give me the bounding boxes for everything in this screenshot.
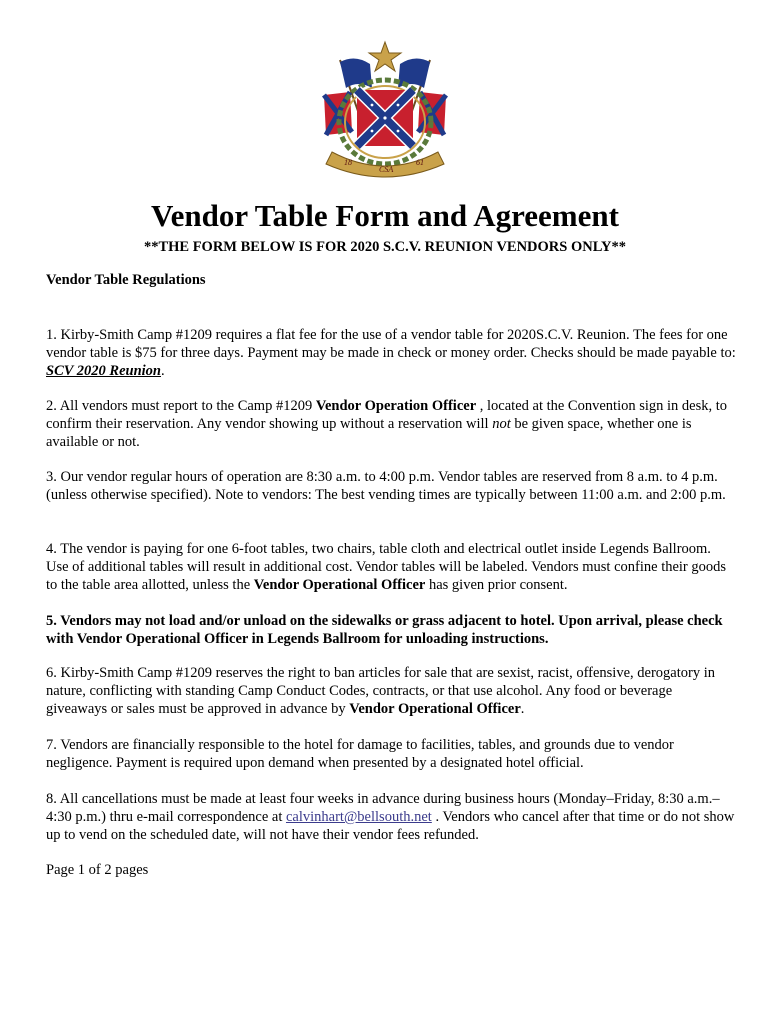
page-title: Vendor Table Form and Agreement (151, 198, 619, 233)
regulation-2: 2. All vendors must report to the Camp #1209 Vendor Operation Officer , located at the Convention sign in desk, to confirm their reservation. Any vendor showing up without a reservation will not be given space, whether one is available or not. (46, 398, 728, 450)
ribbon-left-text: 18 (344, 158, 352, 167)
regulation-3: 3. Our vendor regular hours of operation are 8:30 a.m. to 4:00 p.m. Vendor tables are reserved from 8 a.m. to 4 p.m. (unless otherwise specified). Note to vendors: The best vending times are typically between 11:00 a.m. and 2:00 p.m. (46, 469, 726, 503)
page-subtitle: **THE FORM BELOW IS FOR 2020 S.C.V. REUNION VENDORS ONLY** (143, 239, 627, 255)
star-icon (369, 42, 401, 71)
regulations-heading: Vendor Table Regulations (46, 272, 206, 288)
left-flag (340, 58, 372, 88)
email-link[interactable]: calvinhart@bellsouth.net (285, 809, 432, 825)
scv-emblem (310, 40, 460, 180)
regulation-4: 4. The vendor is paying for one 6-foot tables, two chairs, table cloth and electrical outlet inside Legends Ballroom. Use of additional tables will result in additional cost. Vendor tables will be labeled. Vendors must confine their goods to the table area allotted, unless the Vendor Operational Officer has given prior consent. (46, 541, 727, 593)
officer-title: Vendor Operational Officer (253, 577, 426, 593)
ribbon-right-text: 61 (416, 158, 424, 167)
officer-title: Vendor Operational Officer (349, 701, 521, 717)
page-number: Page 1 of 2 pages (46, 862, 149, 878)
regulation-8: 8. All cancellations must be made at least four weeks in advance during business hours (Monday–Friday, 8:30 a.m.–4:30 p.m.) thru e-mail correspondence at calvinhart@bellsouth.net . Vendors who cancel after that time or do not show up to vend on the scheduled date, will not have their vendor fees refunded. (46, 791, 735, 843)
battle-flag (357, 90, 413, 146)
regulation-7: 7. Vendors are financially responsible to the hotel for damage to facilities, tables, and grounds due to vendor negligence. Payment is required upon demand when presented by a designated hotel official. (46, 737, 674, 771)
ribbon-center-text: CSA (379, 165, 394, 174)
payee-name: SCV 2020 Reunion (46, 363, 161, 379)
regulation-6: 6. Kirby-Smith Camp #1209 reserves the right to ban articles for sale that are sexist, racist, offensive, derogatory in nature, conflicting with standing Camp Conduct Codes, contracts, or that use alcohol. Any food or beverage giveaways or sales must be approved in advance by Vendor Operational Officer. (46, 665, 715, 717)
officer-title: Vendor Operation Officer (315, 398, 477, 414)
regulation-5: 5. Vendors may not load and/or unload on the sidewalks or grass adjacent to hotel. Upon arrival, please check with Vendor Operational Officer in Legends Ballroom for unloading instructions. (46, 613, 723, 647)
regulation-1: 1. Kirby-Smith Camp #1209 requires a flat fee for the use of a vendor table for 2020S.C.V. Reunion. The fees for one vendor table is $75 for three days. Payment may be made in check or money order. Checks should be made payable to: SCV 2020 Reunion. (46, 327, 736, 379)
